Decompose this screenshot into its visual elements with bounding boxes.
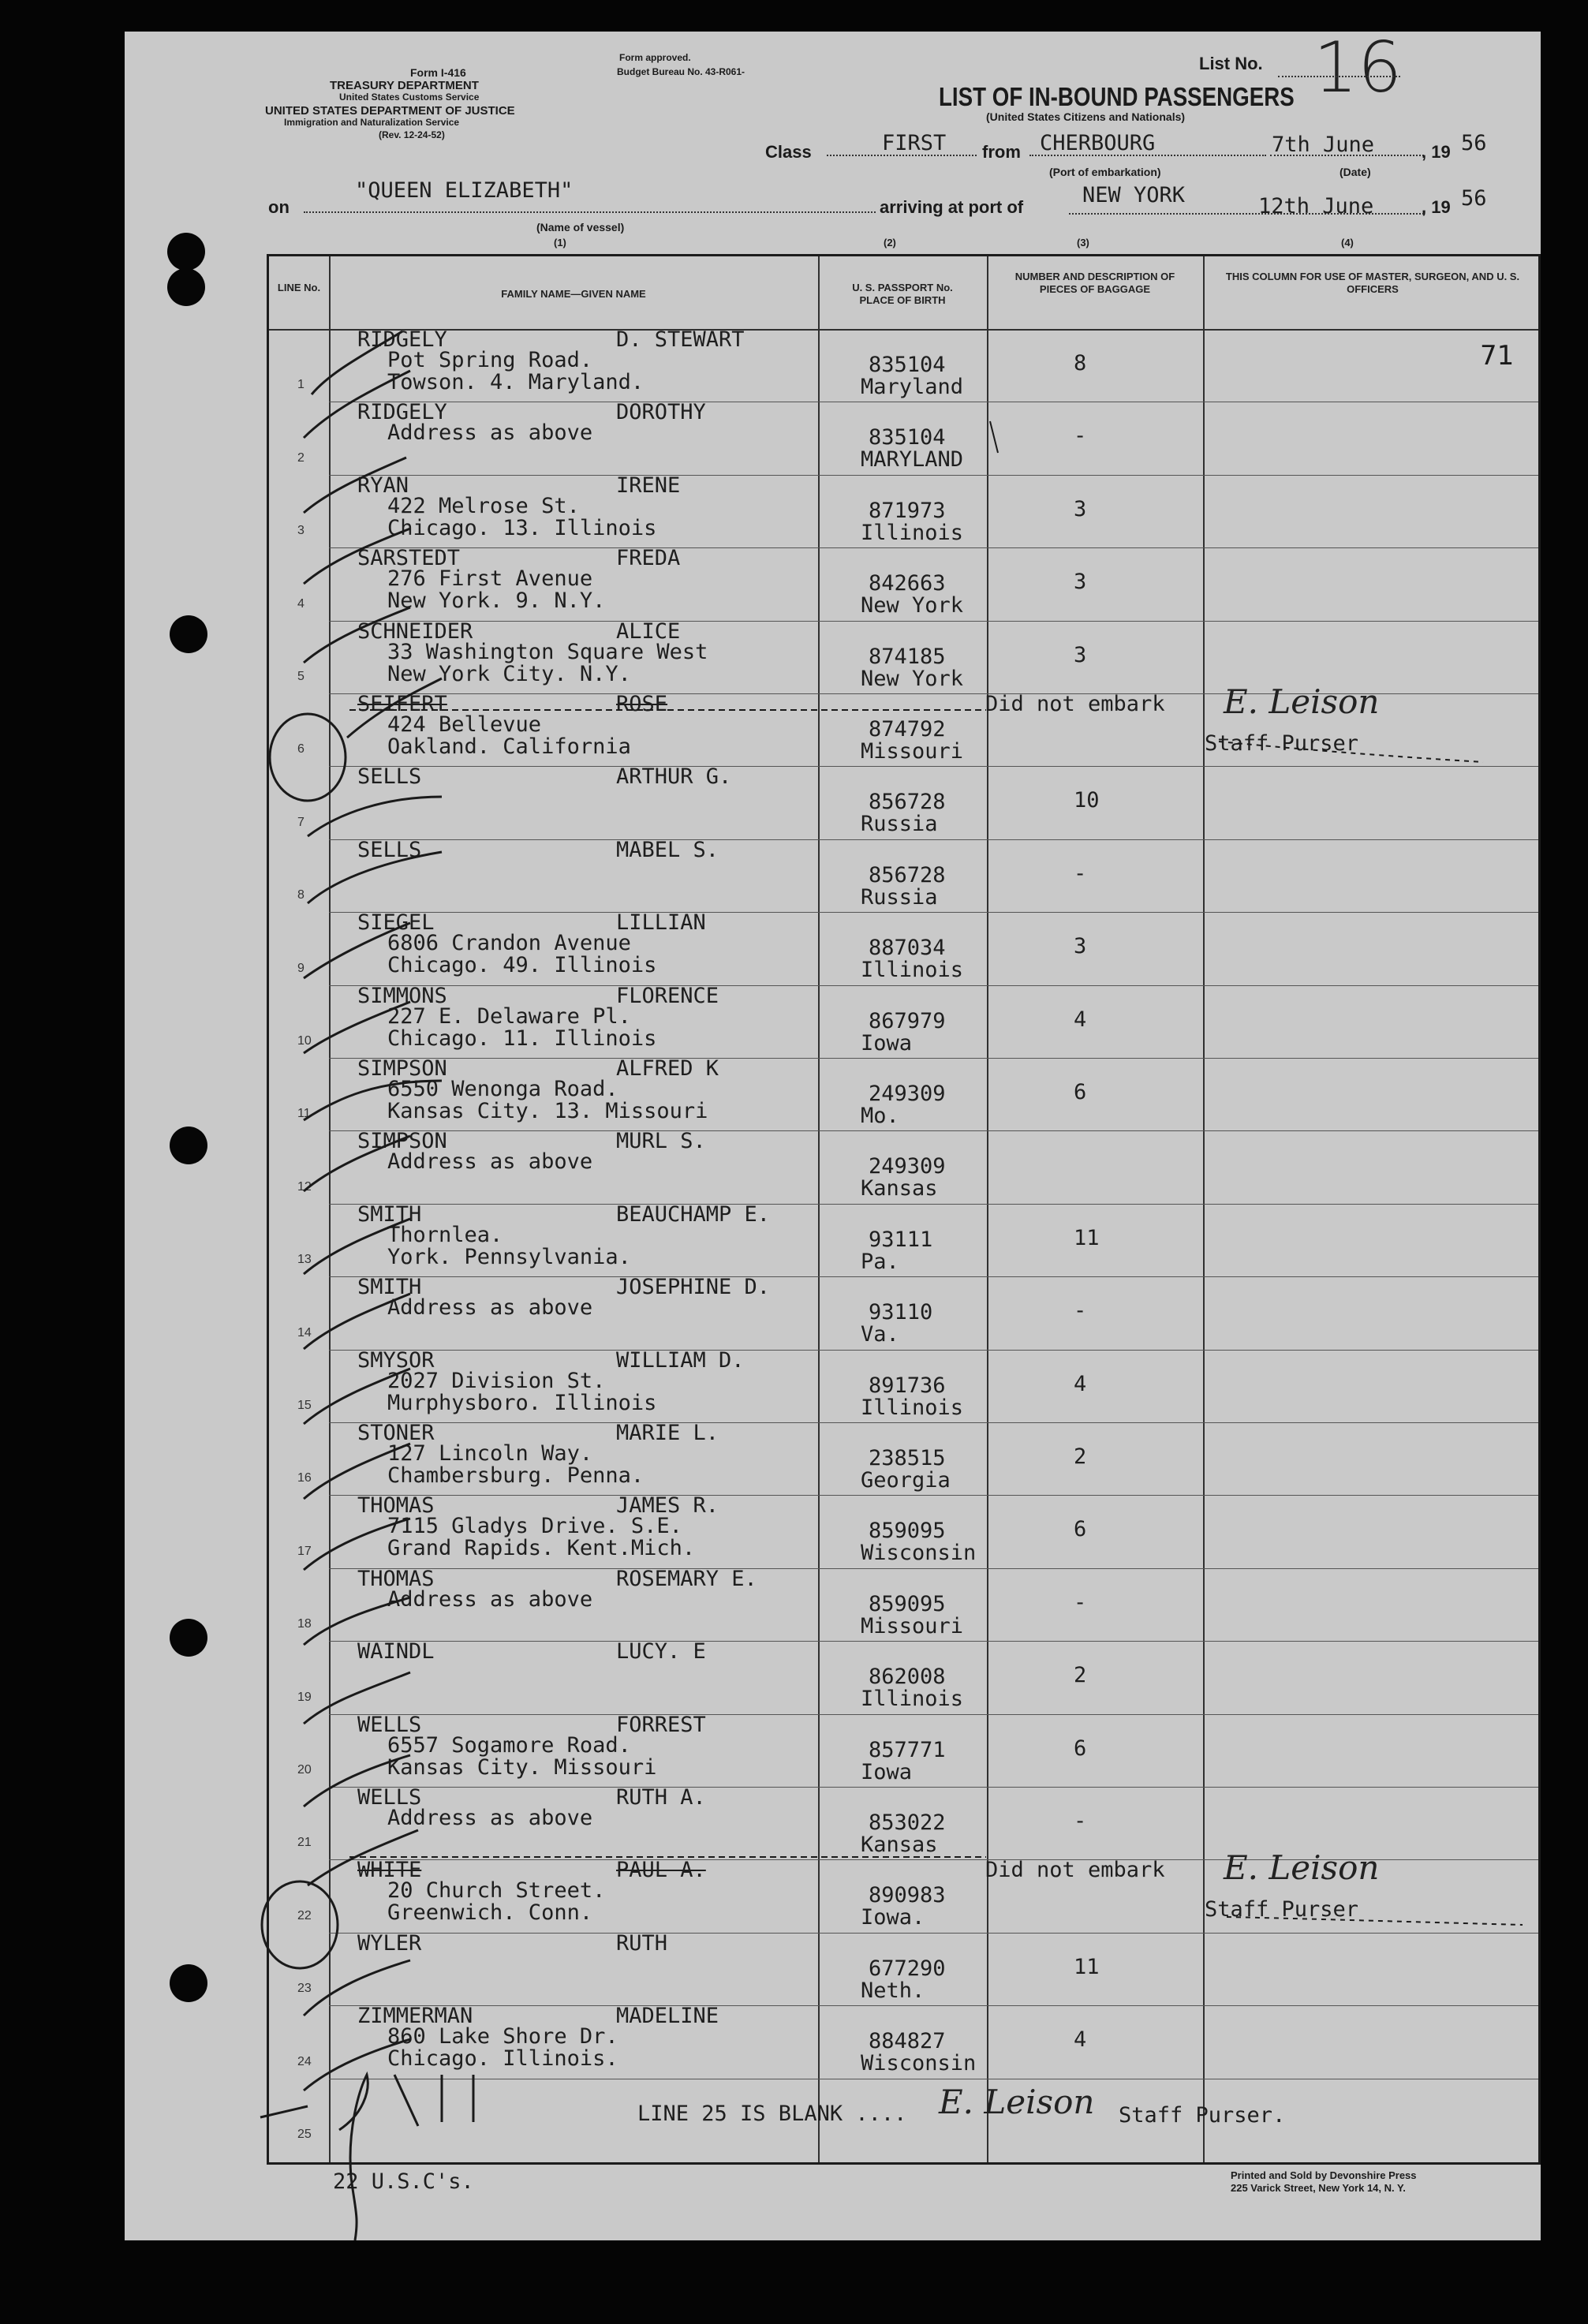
- place-of-birth: Neth.: [861, 1978, 925, 2003]
- col-header-officers: THIS COLUMN FOR USE OF MASTER, SURGEON, AND U. S. OFFICERS: [1225, 271, 1520, 295]
- arriving-label: arriving at port of: [880, 197, 1024, 217]
- place-of-birth: Missouri: [861, 1613, 964, 1638]
- family-name: THOMAS: [357, 1493, 435, 1519]
- address-line-2: New York City. N.Y.: [387, 661, 631, 686]
- passport-number: 862008: [869, 1665, 946, 1690]
- address-line-1: 2027 Division St.: [387, 1368, 606, 1393]
- baggage-count: -: [1074, 1298, 1087, 1324]
- form-title: LIST OF IN-BOUND PASSENGERS: [939, 82, 1295, 111]
- given-name: DOROTHY: [616, 400, 706, 425]
- address-line-2: Chicago. 49. Illinois: [387, 953, 657, 978]
- address-line-1: 6550 Wenonga Road.: [387, 1077, 618, 1101]
- place-of-birth: Iowa: [861, 1759, 913, 1784]
- passport-number: 891736: [869, 1373, 946, 1398]
- family-name: SIMPSON: [357, 1129, 447, 1154]
- class-label: Class: [765, 142, 812, 162]
- embark-port: CHERBOURG: [1040, 131, 1156, 155]
- family-name: SIEGEL: [357, 910, 435, 936]
- family-name: ZIMMERMAN: [357, 2004, 473, 2029]
- address-line-1: Address as above: [387, 1295, 593, 1321]
- given-name: ALFRED K: [616, 1056, 719, 1081]
- list-no-label: List No.: [1199, 54, 1263, 73]
- officer-note: Staff Purser: [1205, 731, 1359, 756]
- passport-number: 874792: [869, 717, 946, 742]
- address-line-2: Towson. 4. Maryland.: [387, 370, 645, 394]
- line-number: 12: [297, 1179, 312, 1194]
- passport-number: 238515: [869, 1446, 946, 1470]
- baggage-count: -: [1074, 1590, 1087, 1615]
- line-number: 3: [297, 524, 305, 538]
- baggage-count: 3: [1074, 642, 1087, 667]
- place-of-birth: MARYLAND: [861, 447, 964, 473]
- address-line-2: Chicago. 13. Illinois: [387, 515, 657, 540]
- family-name: SIMPSON: [357, 1056, 447, 1081]
- baggage-count: 6: [1074, 1517, 1087, 1542]
- given-name: LILLIAN: [616, 910, 706, 936]
- place-of-birth: Wisconsin: [861, 2051, 977, 2076]
- passport-number: 93110: [869, 1300, 933, 1325]
- address-line-1: Address as above: [387, 1806, 593, 1830]
- total-count: 22 U.S.C's.: [333, 2169, 474, 2194]
- passport-number: 856728: [869, 790, 946, 815]
- budget-bureau: Budget Bureau No. 43-R061-: [617, 66, 745, 77]
- baggage-count: 2: [1074, 1663, 1087, 1688]
- address-line-2: York. Pennsylvania.: [387, 1244, 631, 1269]
- place-of-birth: Pa.: [861, 1249, 899, 1274]
- line-number: 6: [297, 742, 305, 757]
- family-name: RYAN: [357, 473, 409, 498]
- place-of-birth: Illinois: [861, 1687, 964, 1712]
- given-name: FLORENCE: [616, 983, 719, 1008]
- line-number: 9: [297, 961, 305, 975]
- officer-signature: E. Leison: [1224, 682, 1380, 721]
- address-line-1: 20 Church Street.: [387, 1878, 606, 1904]
- address-line-1: 6806 Crandon Avenue: [387, 931, 631, 956]
- place-of-birth: Iowa: [861, 1030, 913, 1056]
- given-name: FORREST: [616, 1712, 706, 1737]
- place-of-birth: Russia: [861, 884, 938, 910]
- baggage-count: 4: [1074, 2027, 1087, 2053]
- col-header-name: FAMILY NAME—GIVEN NAME: [501, 288, 646, 300]
- doj-line: UNITED STATES DEPARTMENT OF JUSTICE: [265, 104, 515, 118]
- address-line-2: New York. 9. N.Y.: [387, 588, 606, 614]
- address-line-1: Address as above: [387, 1149, 593, 1175]
- embark-year: 56: [1461, 131, 1487, 155]
- passport-number: 887034: [869, 936, 946, 961]
- passport-number: 859095: [869, 1591, 946, 1616]
- place-of-birth: New York: [861, 593, 964, 618]
- date-caption: (Date): [1340, 166, 1371, 178]
- passport-number: 867979: [869, 1008, 946, 1033]
- baggage-count: 3: [1074, 570, 1087, 595]
- officer-signature: E. Leison: [1224, 1848, 1380, 1888]
- given-name: RUTH A.: [616, 1785, 706, 1810]
- col-marker-3: (3): [1077, 237, 1089, 248]
- address-line-1: 127 Lincoln Way.: [387, 1441, 593, 1466]
- address-line-2: Chicago. 11. Illinois: [387, 1026, 657, 1051]
- place-of-birth: Kansas: [861, 1176, 938, 1201]
- vessel-caption: (Name of vessel): [536, 221, 625, 234]
- officer-note: 71: [1480, 340, 1515, 372]
- given-name: RUTH: [616, 1930, 668, 1956]
- form-subtitle: (United States Citizens and Nationals): [986, 110, 1186, 123]
- address-line-2: Kansas City. 13. Missouri: [387, 1099, 708, 1123]
- line-number: 24: [297, 2054, 312, 2068]
- place-of-birth: Georgia: [861, 1468, 951, 1493]
- line-25-signature: E. Leison: [939, 2083, 1095, 2121]
- given-name: JAMES R.: [616, 1493, 719, 1519]
- family-name: SELLS: [357, 837, 422, 862]
- place-of-birth: Illinois: [861, 958, 964, 983]
- passport-number: 874185: [869, 644, 946, 669]
- col-marker-2: (2): [884, 237, 896, 248]
- address-line-1: 6557 Sogamore Road.: [387, 1732, 631, 1758]
- printer-line-2: 225 Varick Street, New York 14, N. Y.: [1231, 2182, 1406, 2194]
- line-number: 21: [297, 1836, 312, 1850]
- arrival-port: NEW YORK: [1082, 183, 1186, 207]
- officer-note: Staff Purser: [1205, 1897, 1359, 1922]
- line-25-staff: Staff Purser.: [1119, 2103, 1286, 2128]
- address-line-1: Address as above: [387, 1586, 593, 1612]
- line-number: 25: [297, 2128, 312, 2141]
- baggage-note: Did not embark: [985, 692, 1165, 716]
- family-name: WELLS: [357, 1785, 422, 1810]
- passport-number: 871973: [869, 498, 946, 523]
- place-of-birth: Illinois: [861, 520, 964, 545]
- family-name: RIDGELY: [357, 327, 447, 352]
- passport-number: 835104: [869, 425, 946, 450]
- place-of-birth: Iowa.: [861, 1905, 925, 1930]
- place-of-birth: Missouri: [861, 739, 964, 764]
- address-line-2: Grand Rapids. Kent.Mich.: [387, 1536, 696, 1561]
- passport-number: 857771: [869, 1737, 946, 1762]
- given-name: IRENE: [616, 473, 681, 498]
- form-approved: Form approved.: [619, 52, 691, 63]
- col-header-baggage: NUMBER AND DESCRIPTION OF PIECES OF BAGGAGE: [1014, 271, 1175, 295]
- line-number: 16: [297, 1471, 312, 1485]
- passport-number: 249309: [869, 1154, 946, 1179]
- address-line-2: Chicago. Illinois.: [387, 2046, 618, 2072]
- address-line-1: 424 Bellevue: [387, 712, 542, 737]
- list-number: 16: [1313, 27, 1402, 108]
- baggage-count: 6: [1074, 1736, 1087, 1761]
- given-name: JOSEPHINE D.: [616, 1275, 771, 1300]
- line-number: 10: [297, 1033, 312, 1048]
- on-label: on: [268, 197, 290, 217]
- address-line-1: 276 First Avenue: [387, 566, 593, 592]
- col-header-line: LINE No.: [277, 282, 321, 293]
- given-name: FREDA: [616, 546, 681, 571]
- family-name: SMITH: [357, 1275, 422, 1300]
- family-name: SIMMONS: [357, 983, 447, 1008]
- given-name: PAUL A.: [616, 1858, 706, 1883]
- place-of-birth: Wisconsin: [861, 1541, 977, 1566]
- address-line-1: Pot Spring Road.: [387, 348, 593, 372]
- passport-number: 842663: [869, 571, 946, 596]
- line-number: 11: [297, 1107, 311, 1121]
- line-number: 5: [297, 669, 305, 683]
- line-number: 19: [297, 1690, 312, 1704]
- family-name: SELLS: [357, 764, 422, 790]
- passport-number: 93111: [869, 1227, 933, 1252]
- baggage-count: 6: [1074, 1080, 1087, 1104]
- family-name: SEIFERT: [357, 692, 447, 716]
- address-line-2: Chambersburg. Penna.: [387, 1463, 645, 1488]
- arrival-year: 56: [1461, 186, 1487, 211]
- passport-number: 859095: [869, 1519, 946, 1544]
- from-label: from: [982, 142, 1021, 162]
- place-of-birth: Illinois: [861, 1395, 964, 1420]
- col-marker-1: (1): [554, 237, 566, 248]
- family-name: WYLER: [357, 1930, 422, 1956]
- year-prefix: , 19: [1422, 142, 1451, 162]
- vessel-name: "QUEEN ELIZABETH": [355, 178, 574, 203]
- place-of-birth: Russia: [861, 812, 938, 837]
- class-value: FIRST: [882, 131, 947, 155]
- address-line-1: Address as above: [387, 420, 593, 446]
- col-marker-4: (4): [1341, 237, 1354, 248]
- family-name: THOMAS: [357, 1566, 435, 1591]
- family-name: RIDGELY: [357, 400, 447, 425]
- baggage-count: 11: [1074, 1954, 1100, 1979]
- given-name: ALICE: [616, 618, 681, 644]
- passport-number: 249309: [869, 1082, 946, 1106]
- family-name: SCHNEIDER: [357, 618, 473, 644]
- line-number: 22: [297, 1908, 312, 1922]
- line-number: 7: [297, 815, 305, 829]
- baggage-count: 2: [1074, 1444, 1087, 1469]
- passport-number: 884827: [869, 2029, 946, 2054]
- given-name: LUCY. E: [616, 1639, 706, 1665]
- family-name: WELLS: [357, 1712, 422, 1737]
- printer-line-1: Printed and Sold by Devonshire Press: [1231, 2169, 1417, 2181]
- line-number: 20: [297, 1762, 312, 1777]
- given-name: MABEL S.: [616, 837, 719, 862]
- arrival-date: 12th June: [1258, 194, 1374, 219]
- given-name: WILLIAM D.: [616, 1347, 745, 1373]
- baggage-count: 3: [1074, 496, 1087, 521]
- given-name: MARIE L.: [616, 1421, 719, 1445]
- customs-service: United States Customs Service: [339, 92, 480, 103]
- line-number: 1: [297, 378, 305, 392]
- address-line-1: Thornlea.: [387, 1222, 503, 1247]
- embark-caption: (Port of embarkation): [1049, 166, 1161, 178]
- given-name: ROSE: [616, 692, 668, 716]
- place-of-birth: Mo.: [861, 1104, 899, 1128]
- revision: (Rev. 12-24-52): [379, 129, 445, 140]
- baggage-count: 11: [1074, 1225, 1100, 1250]
- passport-number: 677290: [869, 1956, 946, 1981]
- given-name: ROSEMARY E.: [616, 1566, 757, 1591]
- address-line-1: 422 Melrose St.: [387, 493, 580, 518]
- line-number: 18: [297, 1617, 312, 1631]
- passport-number: 890983: [869, 1883, 946, 1908]
- baggage-count: 4: [1074, 1371, 1087, 1396]
- line-number: 13: [297, 1253, 312, 1267]
- address-line-2: Greenwich. Conn.: [387, 1900, 593, 1926]
- col-header-passport: U. S. PASSPORT No. PLACE OF BIRTH: [852, 282, 953, 306]
- address-line-1: 227 E. Delaware Pl.: [387, 1003, 631, 1029]
- family-name: SMYSOR: [357, 1347, 435, 1373]
- given-name: D. STEWART: [616, 327, 745, 352]
- given-name: BEAUCHAMP E.: [616, 1201, 771, 1227]
- baggage-count: 10: [1074, 788, 1100, 813]
- treasury-dept: TREASURY DEPARTMENT: [330, 79, 479, 92]
- address-line-1: 33 Washington Square West: [387, 639, 708, 664]
- address-line-2: Kansas City. Missouri: [387, 1754, 657, 1780]
- embark-date: 7th June: [1272, 133, 1375, 157]
- baggage-count: 8: [1074, 351, 1087, 376]
- address-line-2: Murphysboro. Illinois: [387, 1390, 657, 1415]
- place-of-birth: Kansas: [861, 1833, 938, 1857]
- place-of-birth: Va.: [861, 1322, 899, 1347]
- line-number: 17: [297, 1544, 312, 1558]
- baggage-count: -: [1074, 424, 1087, 449]
- baggage-note: Did not embark: [985, 1858, 1165, 1883]
- given-name: MADELINE: [616, 2004, 719, 2029]
- line-number: 4: [297, 596, 305, 611]
- line-number: 14: [297, 1325, 312, 1339]
- baggage-count: 4: [1074, 1007, 1087, 1032]
- baggage-count: -: [1074, 861, 1087, 886]
- year-prefix-2: , 19: [1422, 197, 1451, 217]
- family-name: STONER: [357, 1421, 435, 1445]
- ins-line: Immigration and Naturalization Service: [284, 117, 460, 128]
- address-line-2: Oakland. California: [387, 734, 631, 759]
- family-name: SARSTEDT: [357, 546, 461, 571]
- family-name: SMITH: [357, 1201, 422, 1227]
- form-number: Form I-416: [410, 66, 466, 79]
- given-name: MURL S.: [616, 1129, 706, 1154]
- line-number: 15: [297, 1398, 312, 1412]
- place-of-birth: New York: [861, 666, 964, 691]
- passport-number: 853022: [869, 1810, 946, 1835]
- passport-number: 856728: [869, 862, 946, 887]
- place-of-birth: Maryland: [861, 375, 964, 399]
- family-name: WAINDL: [357, 1639, 435, 1665]
- line-25-text: LINE 25 IS BLANK ....: [637, 2102, 907, 2126]
- address-line-1: 860 Lake Shore Dr.: [387, 2024, 618, 2049]
- line-number: 2: [297, 450, 305, 465]
- address-line-1: 7115 Gladys Drive. S.E.: [387, 1514, 682, 1539]
- line-number: 23: [297, 1982, 312, 1996]
- baggage-count: 3: [1074, 934, 1087, 959]
- family-name: WHITE: [357, 1858, 422, 1883]
- baggage-count: -: [1074, 1809, 1087, 1833]
- line-number: 8: [297, 888, 305, 902]
- passport-number: 835104: [869, 353, 946, 377]
- given-name: ARTHUR G.: [616, 764, 732, 790]
